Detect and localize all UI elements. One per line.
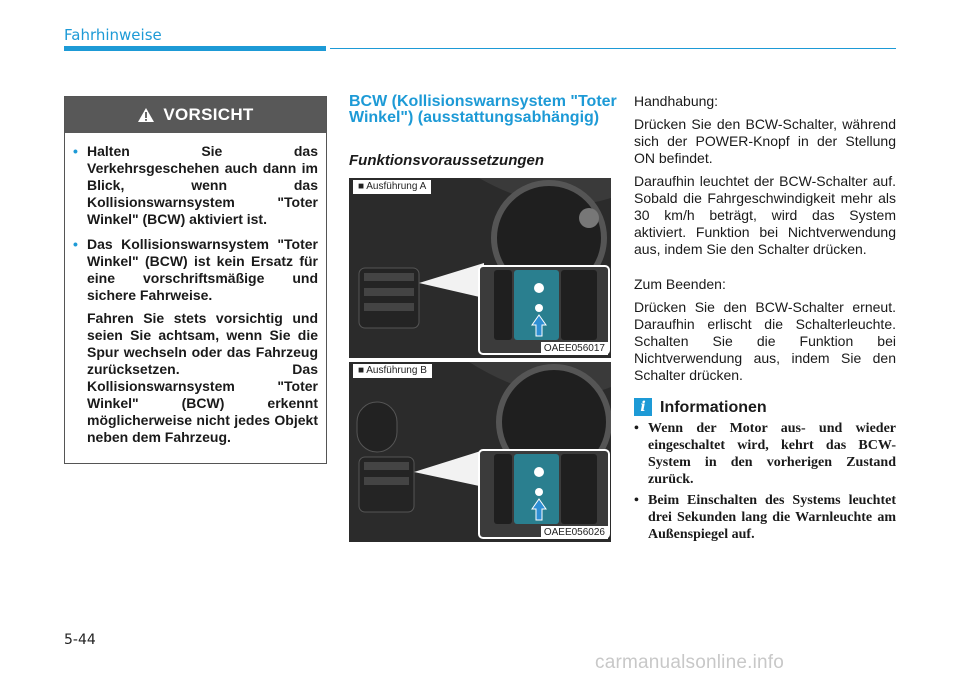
- end-label: Zum Beenden:: [634, 276, 726, 292]
- dashboard-illustration: [349, 362, 611, 542]
- warning-icon: [137, 107, 155, 123]
- section-heading: Fahrhinweise: [64, 26, 162, 44]
- bullet-icon: •: [73, 236, 78, 252]
- figure-variant-a: [349, 178, 611, 358]
- paragraph: Daraufhin leuchtet der BCW-Schalter auf. Sobald die Fahrgeschwindigkeit mehr als 30 km/h beträgt, wird das System aktiviert. Funktion bei Nichtverwendung aus, indem Sie den Schalter drücken.: [634, 173, 896, 257]
- watermark: carmanualsonline.info: [595, 652, 785, 673]
- figure-variant-b: [349, 362, 611, 542]
- info-item: • Beim Einschalten des Systems leuchtet drei Sekunden lang die Warnleuchte am Außenspiegel auf.: [634, 493, 896, 542]
- figure-code: OAEE056017: [541, 342, 608, 355]
- figure-tag: ■ Ausführung B: [353, 364, 432, 378]
- paragraph: Drücken Sie den BCW-Schalter erneut. Daraufhin erlischt die Schalterleuchte. Schalten Sie die Funktion bei Nichtverwendung aus, indem Sie den Schalter drücken.: [634, 299, 896, 383]
- instructions-column: [634, 93, 896, 547]
- caution-box: [64, 96, 327, 464]
- figure-tag: ■ Ausführung A: [353, 180, 431, 194]
- handling-label: Handhabung:: [634, 93, 719, 109]
- info-icon: i: [634, 398, 652, 416]
- dashboard-illustration: [349, 178, 611, 358]
- header-rule-thick: [64, 46, 326, 51]
- header-rule-thin: [330, 48, 896, 49]
- caution-item: • Halten Sie das Verkehrsgeschehen auch dann im Blick, wenn das Kollisionswarnsystem "Toter Winkel" (BCW) aktiviert ist.: [73, 143, 318, 227]
- info-item: • Wenn der Motor aus- und wieder eingeschaltet wird, kehrt das BCW-System in den vorherigen Zustand zurück.: [634, 421, 896, 487]
- page-number: 5-44: [64, 632, 96, 648]
- caution-item: • Das Kollisionswarnsystem "Toter Winkel" (BCW) ist kein Ersatz für eine vorschriftsmäßige und sichere Fahrweise.: [73, 236, 318, 303]
- caution-header: [65, 97, 326, 133]
- info-title: Informationen: [660, 398, 767, 416]
- section-subtitle: Funktionsvoraussetzungen: [349, 152, 545, 169]
- bullet-icon: •: [634, 421, 639, 436]
- bullet-icon: •: [73, 143, 78, 159]
- figure-code: OAEE056026: [541, 526, 608, 539]
- paragraph: Drücken Sie den BCW-Schalter, während sich der POWER-Knopf in der Stellung ON befindet.: [634, 116, 896, 166]
- info-header: [634, 398, 896, 416]
- bullet-icon: •: [634, 493, 639, 508]
- section-title: BCW (Kollisionswarnsystem "Toter Winkel") (ausstattungsabhängig): [349, 93, 617, 126]
- caution-title: VORSICHT: [163, 105, 254, 124]
- caution-extra: Fahren Sie stets vorsichtig und seien Sie achtsam, wenn Sie die Spur wechseln oder das Fahrzeug zurücksetzen. Das Kollisionswarnsystem "Toter Winkel" (BCW) erkennt möglicherweise nicht jedes Objekt neben dem Fahrzeug.: [87, 310, 318, 445]
